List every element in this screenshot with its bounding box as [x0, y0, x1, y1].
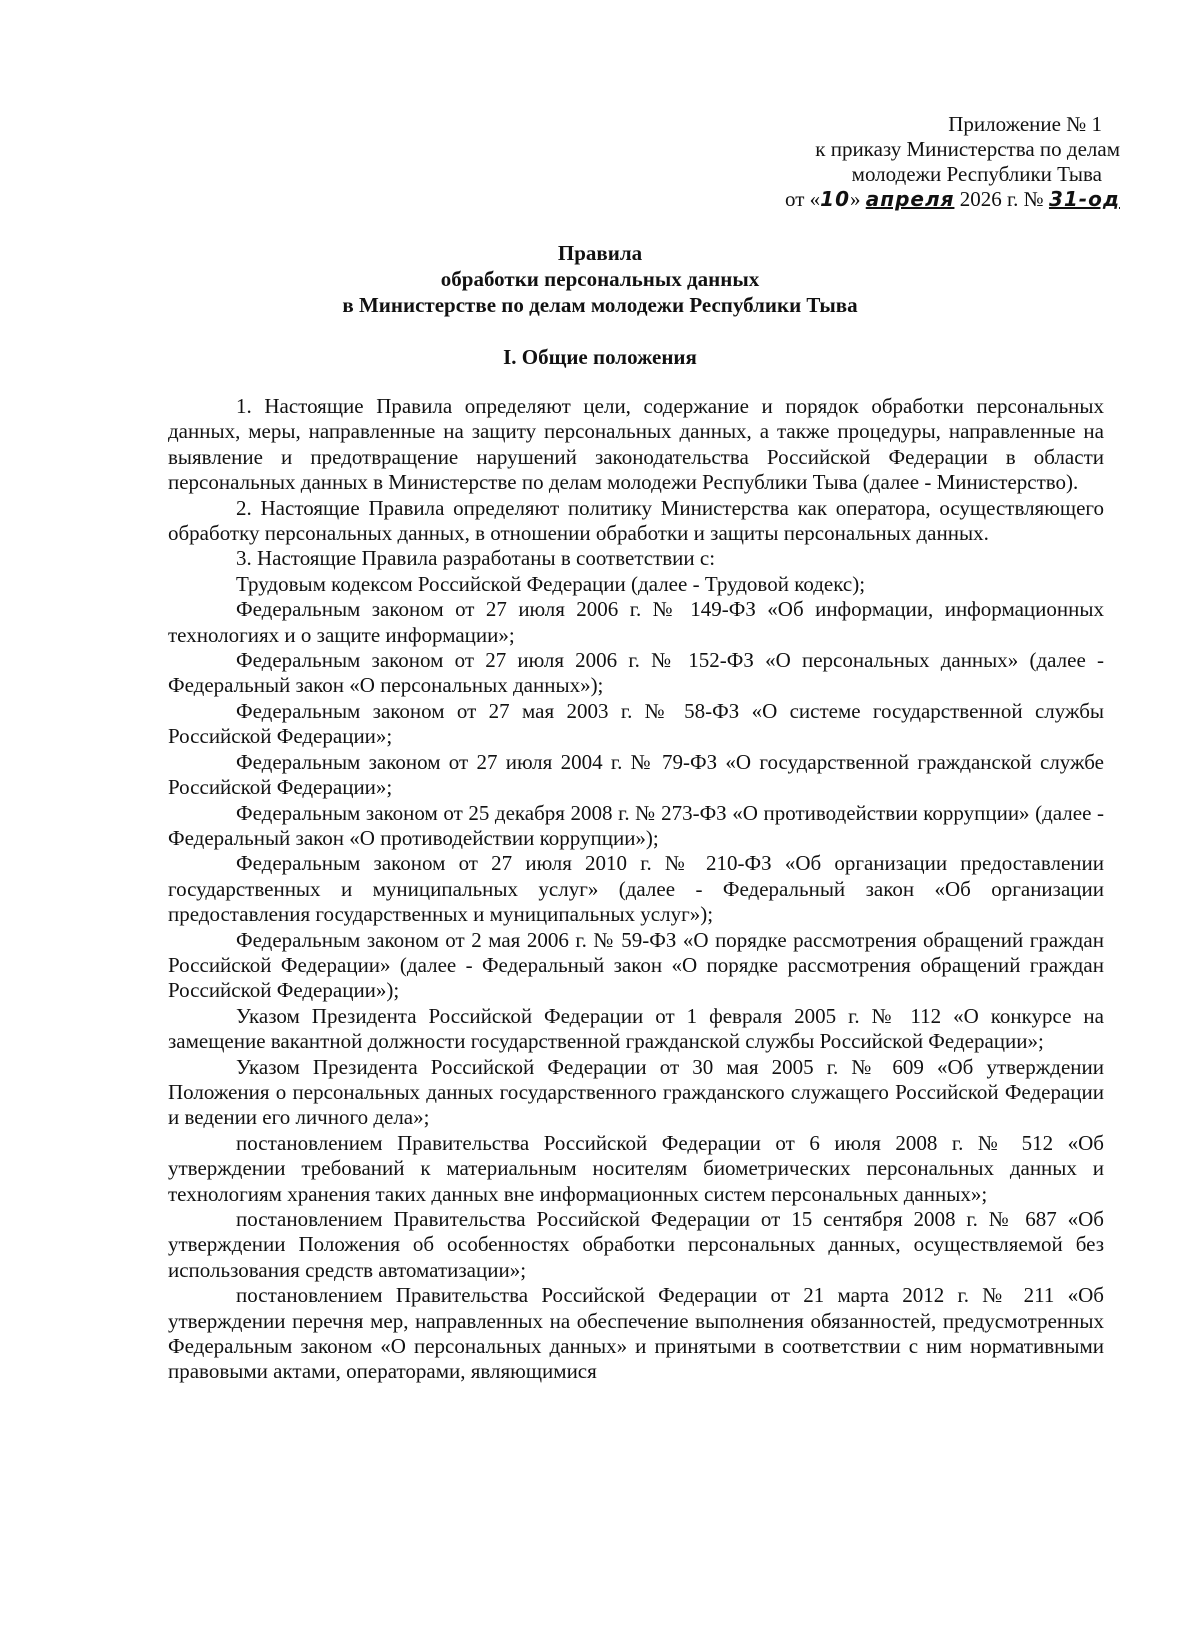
annex-number: 31-од [1048, 187, 1120, 211]
annex-day: 10 [820, 187, 850, 211]
paragraph: Трудовым кодексом Российской Федерации (далее - Трудовой кодекс); [236, 571, 866, 596]
paragraph: 1. Настоящие Правила определяют цели, содержание и порядок обработки персональных данных, меры, направленные на защиту персональных данных, а также процедуры, направленные на выявление и предотвращение нарушений законодательства Российской Федерации в области персональных данных в Министерстве по делам молодежи Республики Тыва (далее - Министерство). [168, 394, 1104, 495]
paragraph: постановлением Правительства Российской Федерации от 21 марта 2012 г. № 211 «Об утверждении перечня мер, направленных на обеспечение выполнения обязанностей, предусмотренных Федеральным законом «О персональных данных» и принятыми в соответствии с ним нормативными правовыми актами, операторами, являющимися [168, 1283, 1104, 1384]
paragraph: Федеральным законом от 27 июля 2006 г. № 152-ФЗ «О персональных данных» (далее - Федеральный закон «О персональных данных»); [168, 648, 1104, 698]
paragraph: Указом Президента Российской Федерации от 1 февраля 2005 г. № 112 «О конкурсе на замещение вакантной должности государственной гражданской службы Российской Федерации»; [168, 1003, 1104, 1054]
document-title [160, 240, 1040, 318]
paragraph: Федеральным законом от 27 июля 2004 г. № 79-ФЗ «О государственной гражданской службе Российской Федерации»; [168, 749, 1104, 800]
paragraph: 2. Настоящие Правила определяют политику Министерства как оператора, осуществляющего обработку персональных данных, в отношении обработки и защиты персональных данных. [168, 495, 1104, 546]
title-line-1: Правила [557, 241, 643, 265]
annex-line-1: Приложение № 1 [948, 112, 1102, 136]
title-line-3: в Министерстве по делам молодежи Республики Тыва [342, 293, 858, 317]
paragraph: Федеральным законом от 27 июля 2006 г. № 149-ФЗ «Об информации, информационных технологиях и о защите информации»; [168, 597, 1104, 647]
title-line-2: обработки персональных данных [440, 267, 760, 291]
paragraph: Федеральным законом от 27 июля 2010 г. № 210-ФЗ «Об организации предоставлении государственных и муниципальных услуг» (далее - Федеральный закон «Об организации предоставления государственных и муниципальных услуг»); [168, 851, 1104, 927]
paragraph: Указом Президента Российской Федерации от 30 мая 2005 г. № 609 «Об утверждении Положения о персональных данных государственного гражданского служащего Российской Федерации и ведении его личного дела»; [168, 1054, 1104, 1130]
annex-month: апреля [865, 187, 955, 211]
paragraph: 3. Настоящие Правила разработаны в соответствии с: [236, 546, 716, 571]
paragraph: Федеральным законом от 27 мая 2003 г. № 58-ФЗ «О системе государственной службы Российской Федерации»; [168, 698, 1104, 749]
annex-date-prefix: от « [785, 187, 821, 211]
annex-block [700, 112, 1120, 212]
document-body [168, 394, 1104, 1385]
paragraph: постановлением Правительства Российской Федерации от 6 июля 2008 г. № 512 «Об утверждении требований к материальным носителям биометрических персональных данных и технологиям хранения таких данных вне информационных систем персональных данных»; [168, 1130, 1104, 1206]
annex-year: 2026 г. № [954, 187, 1049, 211]
paragraph: Федеральным законом от 25 декабря 2008 г. № 273-ФЗ «О противодействии коррупции» (далее - Федеральный закон «О противодействии коррупции»); [168, 800, 1104, 850]
paragraph: Федеральным законом от 2 мая 2006 г. № 59-ФЗ «О порядке рассмотрения обращений граждан Российской Федерации» (далее - Федеральный закон «О порядке рассмотрения обращений граждан Российской Федерации»); [168, 927, 1104, 1003]
section-heading: I. Общие положения [503, 345, 697, 369]
paragraph: постановлением Правительства Российской Федерации от 15 сентября 2008 г. № 687 «Об утверждении Положения об особенностях обработки персональных данных, осуществляемой без использования средств автоматизации»; [168, 1207, 1104, 1282]
annex-line-2: к приказу Министерства по делам [815, 137, 1120, 161]
annex-date-mid: » [850, 187, 866, 211]
annex-line-4 [700, 187, 1120, 212]
annex-line-3: молодежи Республики Тыва [851, 162, 1102, 186]
